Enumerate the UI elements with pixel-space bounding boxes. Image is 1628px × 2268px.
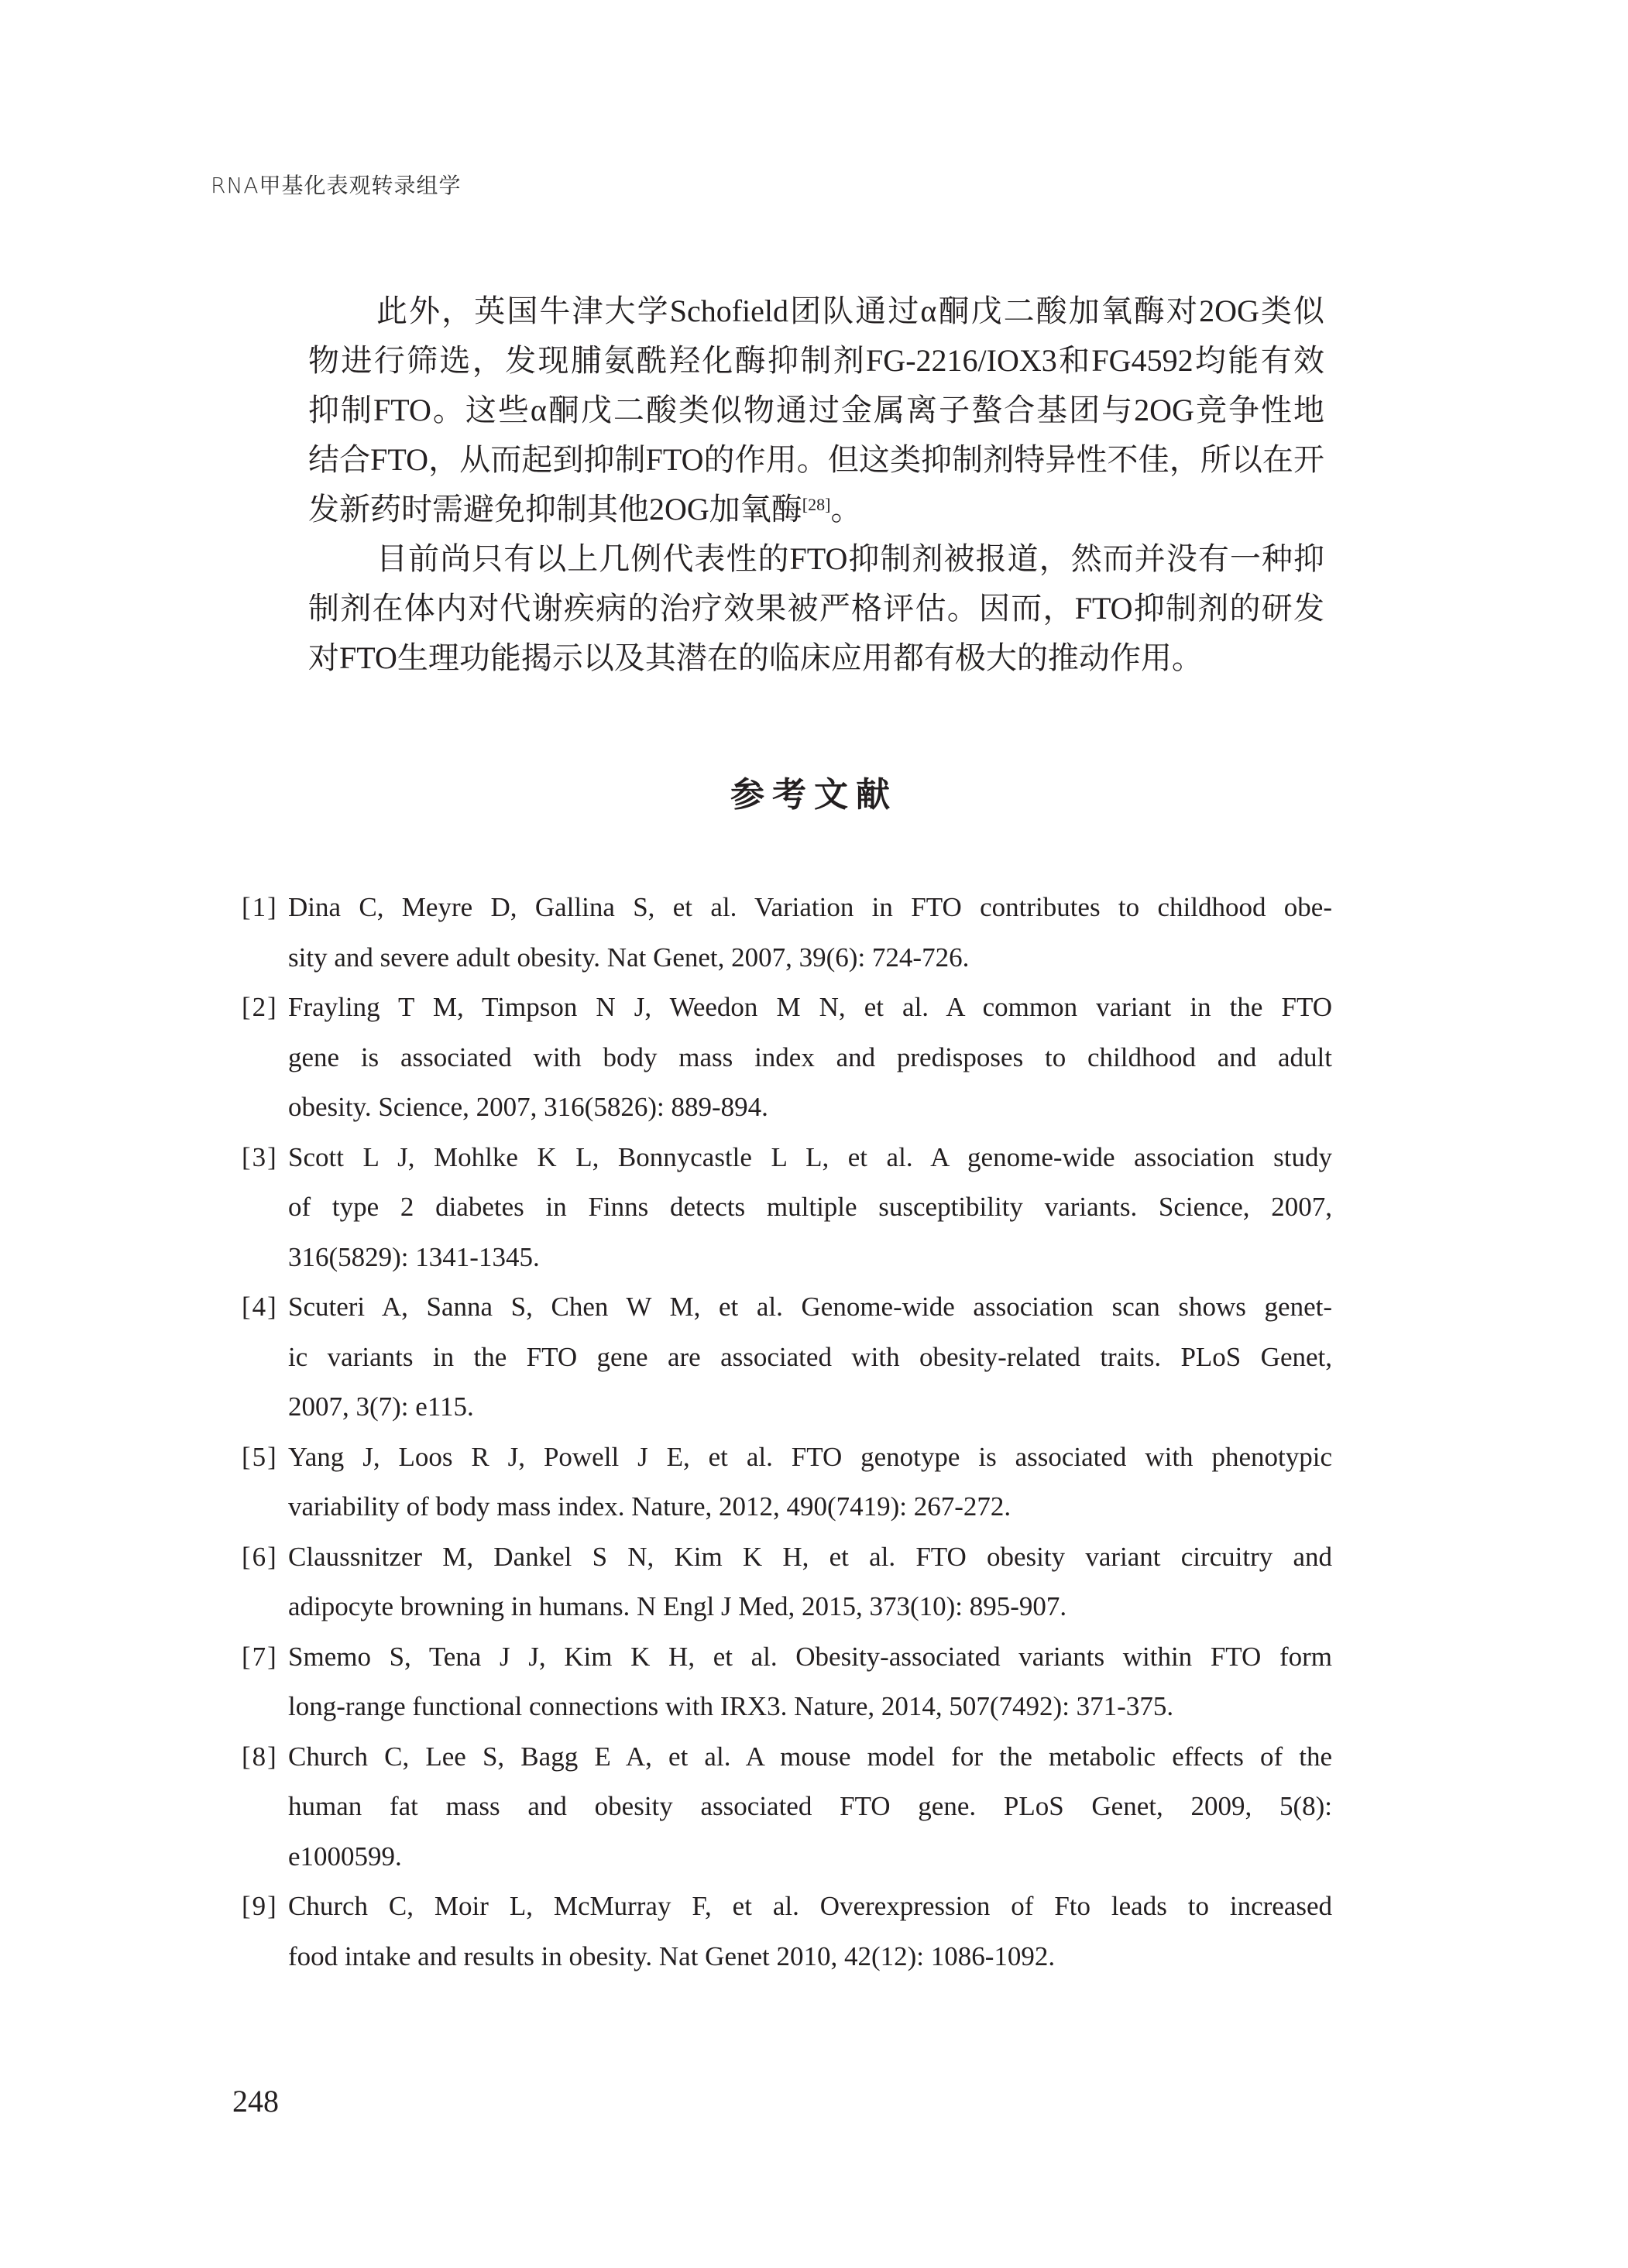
paragraph-line: 对FTO生理功能揭示以及其潜在的临床应用都有极大的推动作用。	[308, 640, 1203, 675]
reference-line: obesity. Science, 2007, 316(5826): 889-894.	[288, 1092, 768, 1122]
page-number: 248	[232, 2084, 279, 2119]
running-header: RNA甲基化表观转录组学	[211, 173, 462, 198]
paragraph-inhibitors-2og	[240, 287, 1324, 534]
reference-line: sity and severe adult obesity. Nat Genet, 2007, 39(6): 724-726.	[288, 942, 970, 973]
reference-line: Yang J, Loos R J, Powell J E, et al. FTO genotype is associated with phenotypic	[288, 1441, 1332, 1472]
reference-number: [2]	[242, 992, 278, 1022]
reference-item	[232, 1133, 1332, 1283]
paragraph-line: 目前尚只有以上几例代表性的FTO抑制剂被报道，然而并没有一种抑	[376, 541, 1324, 576]
paragraph-line: 物进行筛选，发现脯氨酰羟化酶抑制剂FG-2216/IOX3和FG4592均能有效	[308, 343, 1324, 378]
reference-line: 316(5829): 1341-1345.	[288, 1241, 540, 1272]
references-heading: 参考文献	[730, 775, 898, 815]
reference-line: gene is associated with body mass index and predisposes to childhood and adult	[288, 1041, 1332, 1072]
reference-item	[232, 1882, 1332, 1981]
reference-item	[232, 1532, 1332, 1632]
reference-line: Dina C, Meyre D, Gallina S, et al. Variation in FTO contributes to childhood obe-	[288, 892, 1332, 922]
reference-line: of type 2 diabetes in Finns detects multiple susceptibility variants. Science, 2007,	[288, 1192, 1332, 1222]
reference-item	[232, 1282, 1332, 1433]
reference-line: Church C, Lee S, Bagg E A, et al. A mouse model for the metabolic effects of the	[288, 1741, 1332, 1772]
reference-item	[232, 983, 1332, 1133]
paragraph-line: 制剂在体内对代谢疾病的治疗效果被严格评估。因而，FTO抑制剂的研发	[308, 591, 1324, 626]
reference-number: [4]	[242, 1292, 278, 1322]
reference-number: [1]	[242, 892, 278, 922]
reference-line: human fat mass and obesity associated FTO gene. PLoS Genet, 2009, 5(8):	[288, 1791, 1332, 1821]
reference-line: 2007, 3(7): e115.	[288, 1391, 474, 1422]
paragraph-summary	[240, 534, 1324, 683]
reference-line: Scuteri A, Sanna S, Chen W M, et al. Genome-wide association scan shows genet-	[288, 1292, 1332, 1322]
reference-number: [7]	[242, 1641, 278, 1672]
reference-number: [9]	[242, 1891, 278, 1921]
paragraph-line-tail: 。	[830, 492, 862, 527]
paragraph-line: 结合FTO，从而起到抑制FTO的作用。但这类抑制剂特异性不佳，所以在开	[308, 442, 1324, 477]
reference-item	[232, 1732, 1332, 1882]
reference-item	[232, 1632, 1332, 1732]
reference-line: Church C, Moir L, McMurray F, et al. Overexpression of Fto leads to increased	[288, 1891, 1332, 1921]
reference-number: [8]	[242, 1741, 278, 1772]
paragraph-line: 此外，英国牛津大学Schofield团队通过α酮戊二酸加氧酶对2OG类似	[376, 293, 1324, 328]
citation-link[interactable]: [28]	[802, 495, 831, 514]
reference-line: Smemo S, Tena J J, Kim K H, et al. Obesity-associated variants within FTO form	[288, 1641, 1332, 1672]
reference-line: long-range functional connections with IRX3. Nature, 2014, 507(7492): 371-375.	[288, 1691, 1174, 1721]
reference-line: variability of body mass index. Nature, 2012, 490(7419): 267-272.	[288, 1491, 1011, 1522]
paragraph-line-text: 发新药时需避免抑制其他2OG加氧酶	[308, 492, 802, 527]
reference-item	[232, 883, 1332, 983]
body-text	[240, 287, 1324, 683]
reference-item	[232, 1433, 1332, 1532]
reference-line: Frayling T M, Timpson N J, Weedon M N, et al. A common variant in the FTO	[288, 992, 1332, 1022]
reference-line: adipocyte browning in humans. N Engl J Med, 2015, 373(10): 895-907.	[288, 1591, 1067, 1621]
paragraph-line-last	[240, 485, 1324, 534]
reference-line: e1000599.	[288, 1841, 402, 1872]
reference-number: [6]	[242, 1541, 278, 1572]
reference-line: Scott L J, Mohlke K L, Bonnycastle L L, et al. A genome-wide association study	[288, 1141, 1332, 1172]
reference-line: food intake and results in obesity. Nat Genet 2010, 42(12): 1086-1092.	[288, 1940, 1056, 1971]
reference-line: ic variants in the FTO gene are associated with obesity-related traits. PLoS Genet,	[288, 1341, 1332, 1372]
paragraph-line: 抑制FTO。这些α酮戊二酸类似物通过金属离子螯合基团与2OG竞争性地	[308, 393, 1324, 427]
reference-number: [3]	[242, 1141, 278, 1172]
reference-number: [5]	[242, 1441, 278, 1472]
reference-list	[232, 883, 1332, 1981]
reference-line: Claussnitzer M, Dankel S N, Kim K H, et al. FTO obesity variant circuitry and	[288, 1541, 1332, 1572]
